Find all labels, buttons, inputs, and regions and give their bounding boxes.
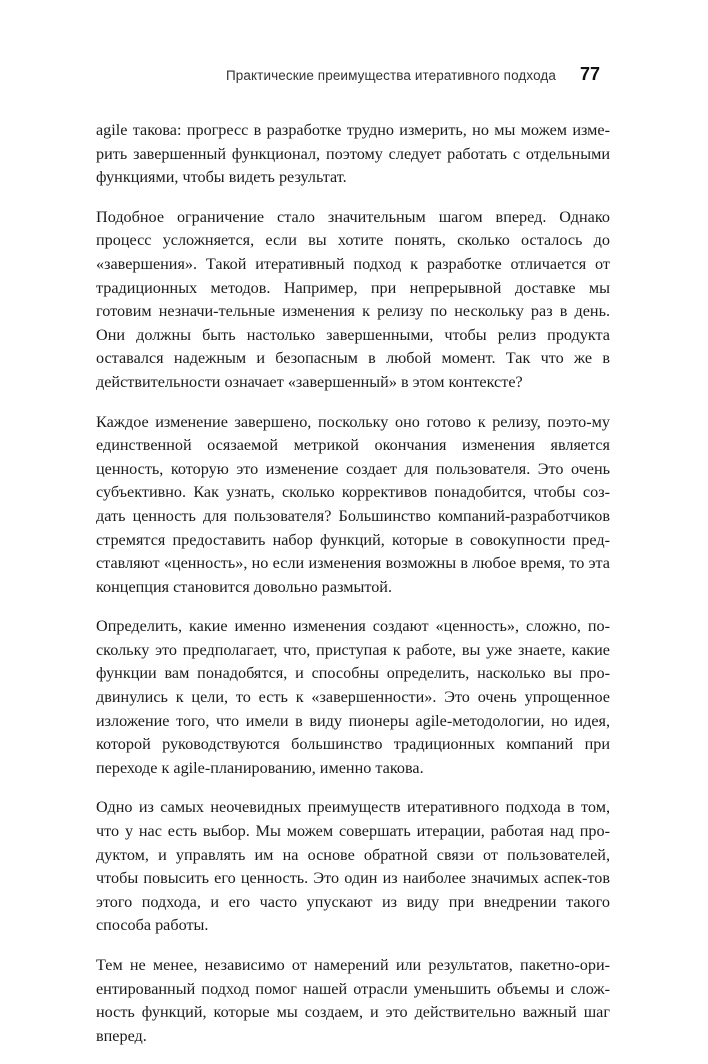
paragraph: Подобное ограничение стало значительным шагом вперед. Однако процесс усложняется, если вы хотите понять, сколько осталось до «завершения». Такой итеративный подход к разработке отличается от традиционных методов. Например, при непрерывной доставке мы готовим незначи-тельные изменения к релизу по нескольку раз в день. Они должны быть настолько завершенными, чтобы релиз продукта оставался надежным и безопасным в любой момент. Так что же в действительности означает «завершенный» в этом контексте? <box>96 207 610 391</box>
paragraph: agile такова: прогресс в разработке трудно измерить, но мы можем изме-рить завершенный функционал, поэтому следует работать с отдельными функциями, чтобы видеть результат. <box>96 121 610 187</box>
body-text <box>96 119 610 1064</box>
running-header <box>96 64 600 85</box>
page-number: 77 <box>579 64 600 84</box>
running-title: Практические преимущества итеративного подхода <box>226 68 556 83</box>
paragraph: Тем не менее, независимо от намерений или результатов, пакетно-ори-ентированный подход помог нашей отрасли уменьшить объемы и слож-ность функций, которые мы создаем, и это действительно важный шаг вперед. <box>96 956 610 1045</box>
paragraph: Определить, какие именно изменения создают «ценность», сложно, по-скольку это предполагает, что, приступая к работе, вы уже знаете, какие функции вам понадобятся, и способны определить, насколько вы про-двинулись к цели, то есть к «завершенности». Это очень упрощенное изложение того, что имели в виду пионеры agile-методологии, но идея, которой руководствуются большинство традиционных компаний при переходе к agile-планированию, именно такова. <box>96 617 610 777</box>
paragraph: Каждое изменение завершено, поскольку оно готово к релизу, поэто-му единственной осязаемой метрикой окончания изменения является ценность, которую это изменение создает для пользователя. Это очень субъективно. Как узнать, сколько коррективов понадобится, чтобы соз-дать ценность для пользователя? Большинство компаний-разработчиков стремятся предоставить набор функций, которые в совокупности пред-ставляют «ценность», но если изменения возможны в любое время, то эта концепция становится довольно размытой. <box>96 412 610 596</box>
paragraph: Одно из самых неочевидных преимуществ итеративного подхода в том, что у нас есть выбор. Мы можем совершать итерации, работая над про-дуктом, и управлять им на основе обратной связи от пользователей, чтобы повысить его ценность. Это один из наиболее значимых аспек-тов этого подхода, и его часто упускают из виду при внедрении такого способа работы. <box>96 798 610 935</box>
